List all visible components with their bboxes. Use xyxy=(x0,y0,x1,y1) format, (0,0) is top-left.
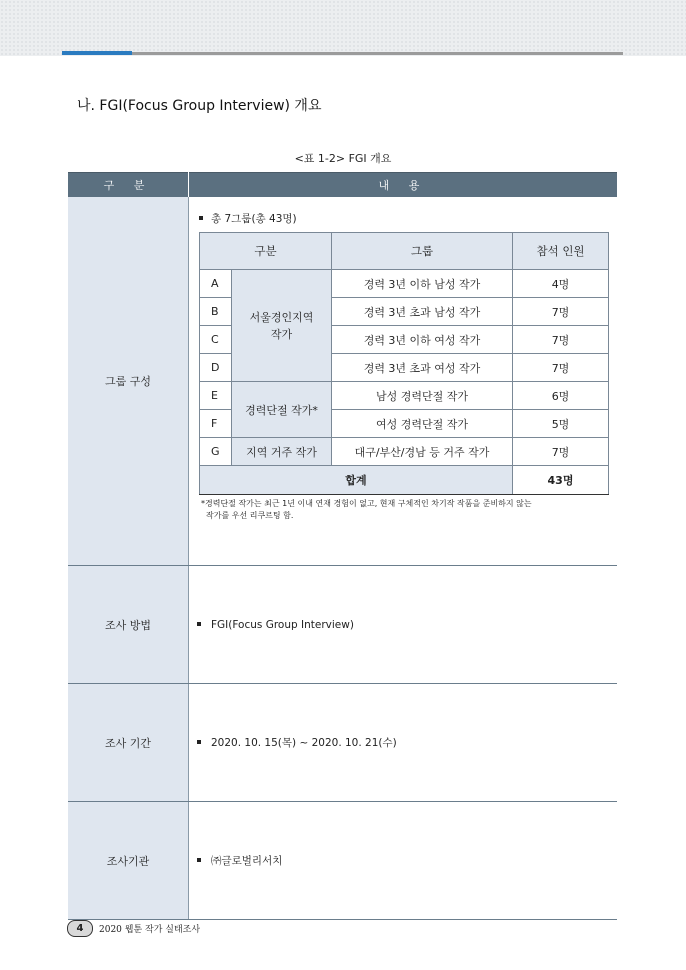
category-label: 서울경인지역 작가 xyxy=(249,310,314,341)
survey-period-value: 2020. 10. 15(목) ~ 2020. 10. 21(수) xyxy=(211,737,397,749)
category-regional: 지역 거주 작가 xyxy=(232,438,332,466)
group-letter: F xyxy=(200,410,232,438)
group-name: 경력 3년 이하 남성 작가 xyxy=(332,270,513,298)
group-composition-content xyxy=(189,197,618,566)
survey-method-content xyxy=(189,566,618,684)
header-accent-bar xyxy=(62,51,132,55)
total-label: 합계 xyxy=(200,466,513,495)
section-title: 나. FGI(Focus Group Interview) 개요 xyxy=(77,98,322,114)
category-career-break: 경력단절 작가* xyxy=(232,382,332,438)
group-letter: B xyxy=(200,298,232,326)
survey-period-row xyxy=(68,684,617,802)
bullet-icon xyxy=(197,622,201,626)
bullet-icon xyxy=(197,740,201,744)
survey-org-value: ㈜글로벌리서치 xyxy=(211,855,283,867)
group-composition-row xyxy=(68,197,617,566)
page-footer xyxy=(67,920,627,940)
group-count: 7명 xyxy=(513,354,609,382)
group-summary-text: 총 7그룹(총 43명) xyxy=(211,213,297,225)
survey-period-content xyxy=(189,684,618,802)
footer-title: 2020 웹툰 작가 실태조사 xyxy=(99,925,201,935)
top-banner xyxy=(0,0,686,56)
group-header-category: 구분 xyxy=(200,233,332,270)
group-letter: A xyxy=(200,270,232,298)
table-row xyxy=(200,438,609,466)
survey-method-value: FGI(Focus Group Interview) xyxy=(211,618,354,631)
group-header-count: 참석 인원 xyxy=(513,233,609,270)
table-caption: <표 1-2> FGI 개요 xyxy=(294,152,392,165)
group-count: 7명 xyxy=(513,326,609,354)
group-name: 경력 3년 이하 여성 작가 xyxy=(332,326,513,354)
page-number: 4 xyxy=(67,920,93,937)
total-row xyxy=(200,466,609,495)
survey-method-row xyxy=(68,566,617,684)
row-label-group: 그룹 구성 xyxy=(68,197,189,566)
row-label-period: 조사 기간 xyxy=(68,684,189,802)
group-name: 여성 경력단절 작가 xyxy=(332,410,513,438)
header-content: 내 용 xyxy=(189,173,618,198)
survey-org-content xyxy=(189,802,618,920)
row-label-method: 조사 방법 xyxy=(68,566,189,684)
table-header-row xyxy=(68,173,617,198)
header-category: 구 분 xyxy=(68,173,189,198)
group-name: 경력 3년 초과 여성 작가 xyxy=(332,354,513,382)
footnote-line: *경력단절 작가는 최근 1년 이내 연재 경험이 없고, 현재 구체적인 차기작 작품을 준비하지 않는 xyxy=(201,499,532,508)
group-count: 4명 xyxy=(513,270,609,298)
total-value: 43명 xyxy=(513,466,609,495)
bullet-icon xyxy=(197,858,201,862)
group-letter: D xyxy=(200,354,232,382)
group-header-group: 그룹 xyxy=(332,233,513,270)
group-letter: G xyxy=(200,438,232,466)
group-table-header xyxy=(200,233,609,270)
group-letter: E xyxy=(200,382,232,410)
group-count: 7명 xyxy=(513,298,609,326)
table-row xyxy=(200,382,609,410)
table-row xyxy=(200,270,609,298)
group-count: 6명 xyxy=(513,382,609,410)
footnote-line: 작가를 우선 리쿠르팅 함. xyxy=(206,511,294,520)
group-count: 5명 xyxy=(513,410,609,438)
group-name: 경력 3년 초과 남성 작가 xyxy=(332,298,513,326)
bullet-icon xyxy=(199,216,203,220)
header-rule xyxy=(132,52,623,55)
row-label-org: 조사기관 xyxy=(68,802,189,920)
group-name: 대구/부산/경남 등 거주 작가 xyxy=(332,438,513,466)
category-seoul xyxy=(232,270,332,382)
group-letter: C xyxy=(200,326,232,354)
group-name: 남성 경력단절 작가 xyxy=(332,382,513,410)
group-summary xyxy=(199,211,617,226)
footnote xyxy=(199,498,617,522)
group-table xyxy=(199,232,609,495)
survey-org-row xyxy=(68,802,617,920)
fgi-overview-table xyxy=(68,172,617,920)
group-count: 7명 xyxy=(513,438,609,466)
